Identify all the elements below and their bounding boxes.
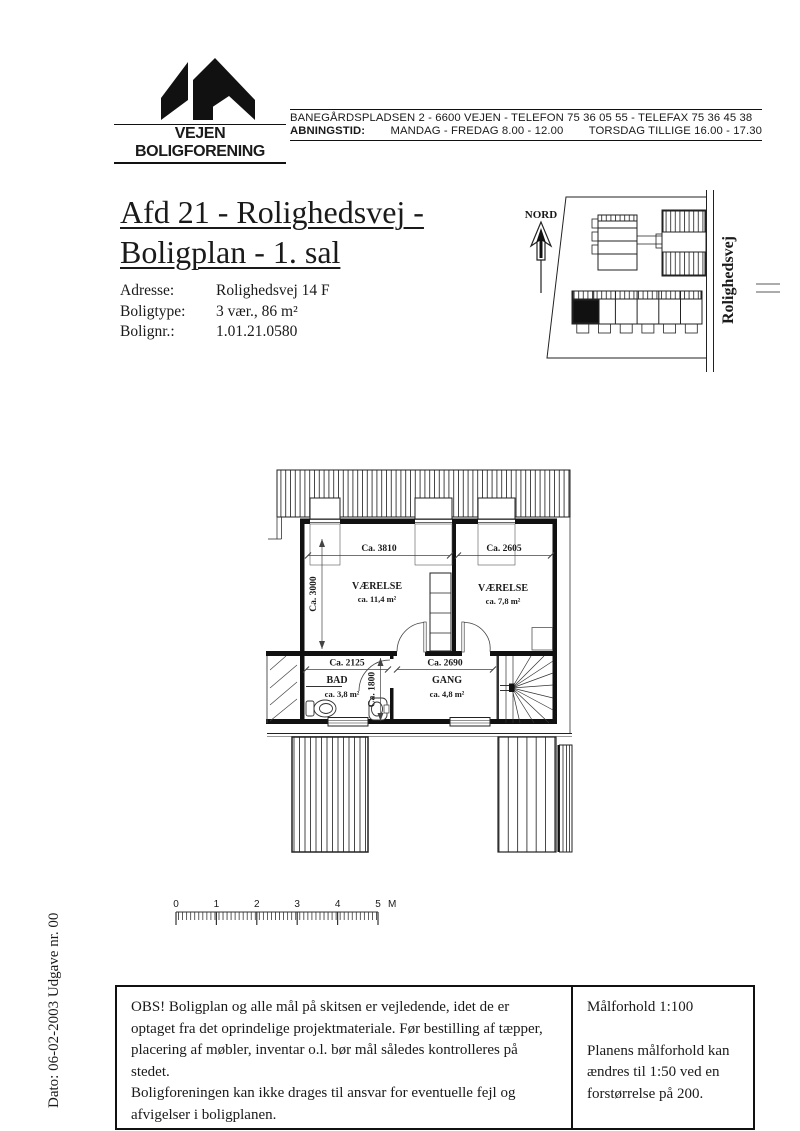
street-label: Rolighedsvej bbox=[720, 236, 737, 324]
dim-room2-width: Ca. 2605 bbox=[486, 544, 522, 554]
site-building-northwest bbox=[592, 215, 662, 270]
highlighted-unit bbox=[573, 300, 599, 323]
opening-hours-weekdays: MANDAG - FREDAG 8.00 - 12.00 bbox=[390, 125, 564, 137]
stair-handrail-post bbox=[509, 684, 515, 693]
site-map bbox=[500, 188, 780, 373]
liability-paragraph: Boligforeningen kan ikke drages til ansvar for eventuelle fejl og afvigelser i boligplanen. bbox=[131, 1085, 516, 1123]
room-label-gang: GANG bbox=[432, 675, 462, 686]
detail-row-boligtype bbox=[120, 302, 330, 323]
floor-plan bbox=[266, 455, 606, 860]
room-label-vaerelse1: VÆRELSE bbox=[351, 581, 403, 592]
lower-roof-left bbox=[292, 737, 368, 852]
detail-row-bolignr bbox=[120, 322, 330, 343]
date-edition-label: Dato: 06-02-2003 Udgave nr. 00 bbox=[46, 912, 62, 1108]
closet bbox=[430, 573, 451, 651]
room-area-gang: ca. 4,8 m² bbox=[429, 689, 465, 699]
site-building-row bbox=[572, 291, 702, 333]
room-area-vaerelse2: ca. 7,8 m² bbox=[485, 596, 521, 606]
site-building-northeast bbox=[656, 210, 706, 276]
scale-tick-1: 1 bbox=[213, 899, 220, 910]
notes-box bbox=[115, 985, 755, 1130]
scale-tick-4: 4 bbox=[334, 899, 341, 910]
dim-bad-depth: Ca. 1800 bbox=[367, 671, 378, 708]
logo-text: VEJEN BOLIGFORENING bbox=[114, 124, 286, 164]
detail-value: 3 vær., 86 m² bbox=[216, 302, 298, 320]
contact-address-line: BANEGÅRDSPLADSEN 2 - 6600 VEJEN - TELEFON 75 36 05 55 - TELEFAX 75 36 45 38 bbox=[290, 112, 753, 124]
window-reveals bbox=[310, 524, 515, 565]
page-title-line1: Afd 21 - Rolighedsvej - bbox=[120, 194, 424, 230]
scale-tick-2: 2 bbox=[254, 899, 260, 910]
room-label-vaerelse2: VÆRELSE bbox=[477, 583, 529, 594]
scale-unit: M bbox=[388, 899, 397, 910]
staircase bbox=[500, 656, 553, 723]
lower-roof-strip bbox=[560, 745, 573, 852]
room-label-bad: BAD bbox=[326, 675, 348, 686]
page-title bbox=[120, 192, 424, 272]
duct-recess bbox=[532, 628, 553, 651]
scale-note: Planens målforhold kan ændres til 1:50 ved en forstørrelse på 200. bbox=[587, 1042, 730, 1102]
dwelling-details bbox=[120, 281, 330, 343]
scale-tick-0: 0 bbox=[173, 899, 179, 910]
scale-bar bbox=[170, 896, 400, 932]
dim-gang-width: Ca. 2690 bbox=[427, 658, 463, 669]
scale-label: Målforhold 1:100 bbox=[587, 999, 694, 1015]
toilet-icon bbox=[306, 700, 336, 717]
obs-paragraph: OBS! Boligplan og alle mål på skitsen er vejledende, idet de er optaget fra det oprindelige projektmateriale. Før bestilling af tæpper, placering af møbler, inventar o.l. bør mål således kontrolleres på stedet. bbox=[131, 999, 543, 1080]
room-area-bad: ca. 3,8 m² bbox=[324, 689, 360, 699]
door-swings bbox=[359, 622, 490, 691]
detail-value: Rolighedsvej 14 F bbox=[216, 282, 330, 299]
detail-label: Adresse: bbox=[120, 282, 175, 299]
notes-scale bbox=[573, 987, 753, 1128]
contact-header bbox=[290, 109, 762, 141]
detail-label: Bolignr.: bbox=[120, 323, 175, 340]
dim-room1-width: Ca. 3810 bbox=[361, 544, 397, 554]
page-title-line2: Boligplan - 1. sal bbox=[120, 234, 341, 270]
dim-room1-depth: Ca. 3000 bbox=[309, 576, 319, 612]
opening-hours-thursday: TORSDAG TILLIGE 16.00 - 17.30 bbox=[588, 125, 762, 137]
opening-hours-label: ABNINGSTID: bbox=[290, 125, 366, 137]
dim-bad-width: Ca. 2125 bbox=[329, 658, 365, 669]
north-arrow-icon bbox=[531, 222, 551, 293]
scale-tick-3: 3 bbox=[294, 899, 300, 910]
detail-label: Boligtype: bbox=[120, 302, 186, 320]
house-icon bbox=[143, 58, 258, 122]
north-label: NORD bbox=[524, 209, 558, 221]
notes-disclaimer bbox=[117, 987, 573, 1128]
lower-roof-right bbox=[498, 737, 556, 852]
room-area-vaerelse1: ca. 11,4 m² bbox=[357, 594, 397, 604]
scale-tick-5: 5 bbox=[375, 899, 381, 910]
detail-row-adresse bbox=[120, 281, 330, 302]
detail-value: 1.01.21.0580 bbox=[216, 323, 298, 340]
neighbour-stair bbox=[267, 656, 297, 723]
